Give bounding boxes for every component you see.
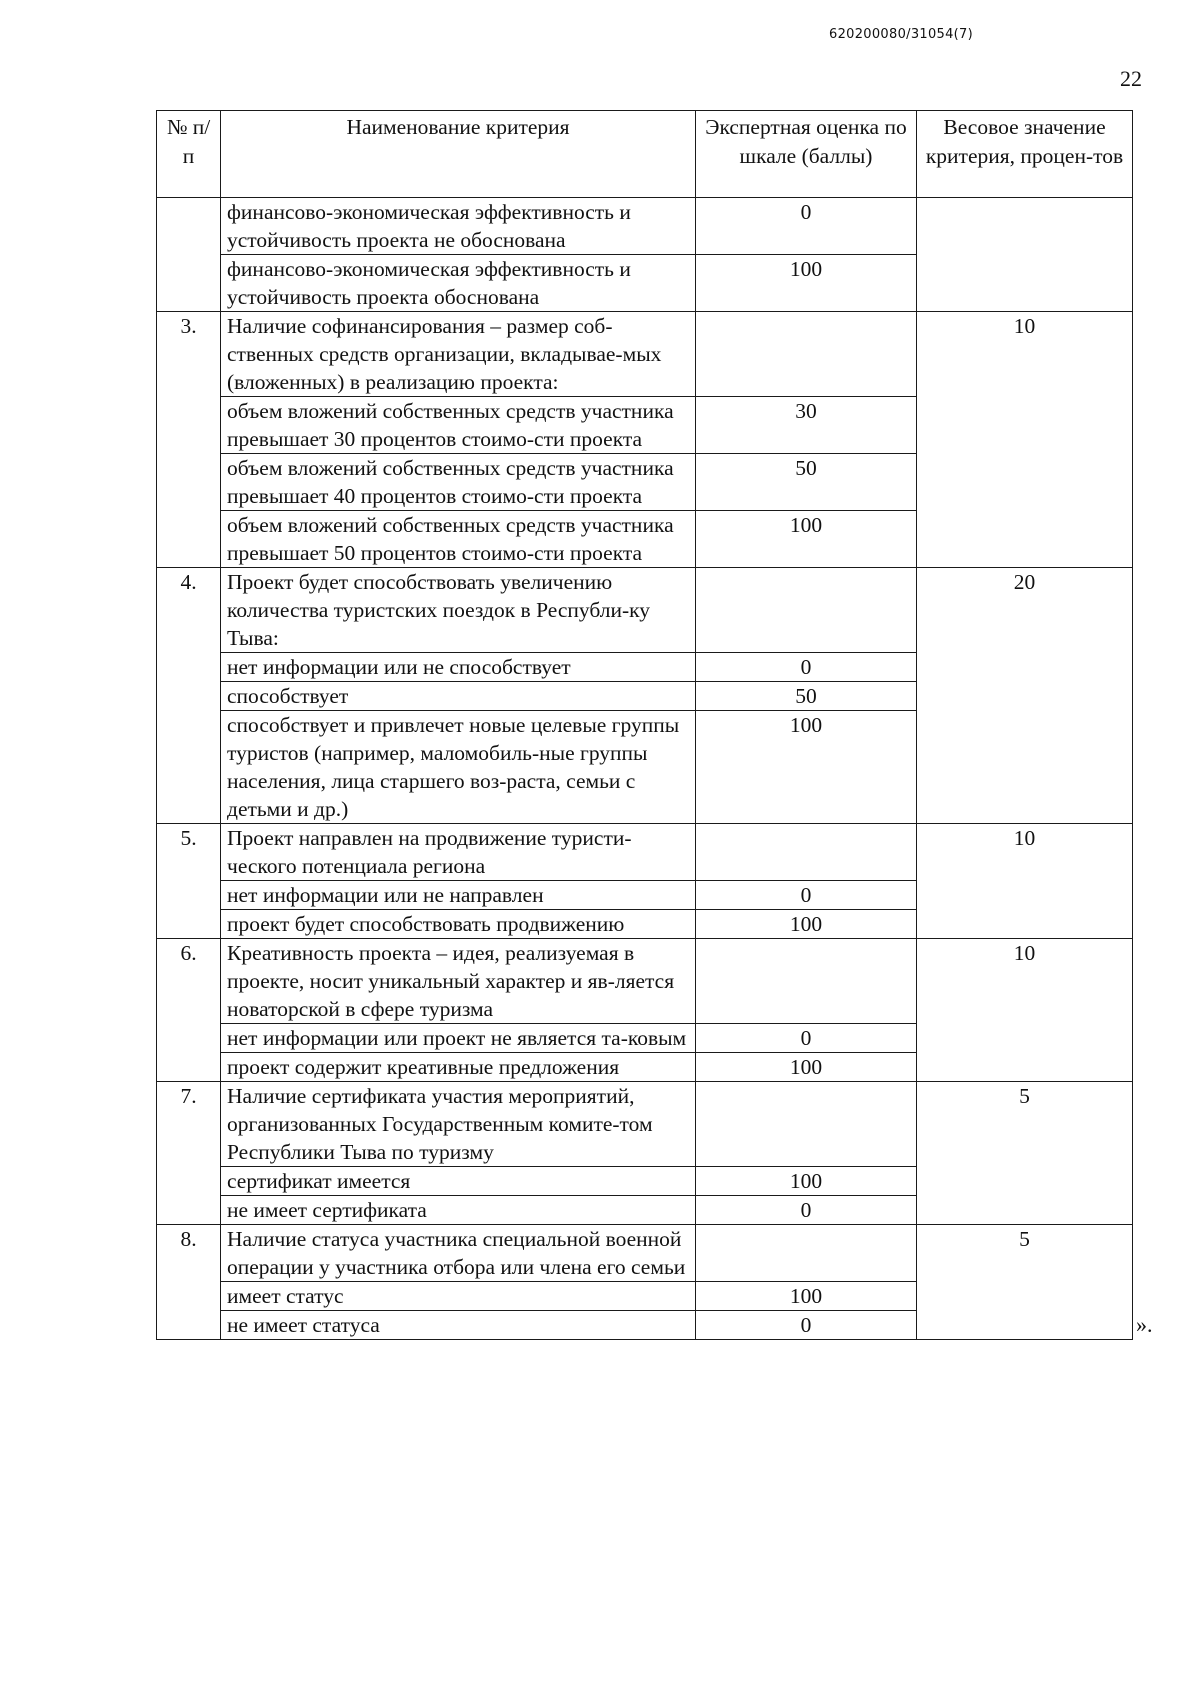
criterion-weight: 10 [917,824,1133,939]
criterion-weight: 10 [917,312,1133,568]
criterion-score: 0 [696,198,917,255]
criterion-name: не имеет сертификата [221,1196,696,1225]
closing-quote-mark: ». [1136,1312,1153,1337]
criterion-score: 100 [696,1167,917,1196]
criterion-name: объем вложений собственных средств участника превышает 40 процентов стоимо-сти проекта [221,454,696,511]
criterion-weight: 10 [917,939,1133,1082]
row-number: 4. [157,568,221,824]
criterion-score: 50 [696,454,917,511]
table-row [157,312,1133,397]
table-row [157,824,1133,881]
criterion-score: 0 [696,1311,917,1340]
criterion-weight [917,198,1133,312]
page-number: 22 [1120,66,1142,91]
criterion-name: Проект направлен на продвижение туристи-ческого потенциала региона [221,824,696,881]
criterion-name: объем вложений собственных средств участника превышает 50 процентов стоимо-сти проекта [221,511,696,568]
table-header-row [157,111,1133,198]
criterion-name: проект содержит креативные предложения [221,1053,696,1082]
criterion-name: нет информации или не способствует [221,653,696,682]
criterion-score: 100 [696,1053,917,1082]
criterion-score [696,1082,917,1167]
criterion-score: 50 [696,682,917,711]
criterion-score: 0 [696,653,917,682]
criterion-name: проект будет способствовать продвижению [221,910,696,939]
criterion-score: 100 [696,711,917,824]
criterion-name: нет информации или не направлен [221,881,696,910]
criterion-score [696,312,917,397]
criterion-score: 0 [696,881,917,910]
criterion-weight: 5 [917,1082,1133,1225]
criterion-name: финансово-экономическая эффективность и устойчивость проекта обоснована [221,255,696,312]
criterion-score [696,568,917,653]
criterion-name: не имеет статуса [221,1311,696,1340]
criterion-name: нет информации или проект не является та-ковым [221,1024,696,1053]
row-number: 6. [157,939,221,1082]
criterion-name: финансово-экономическая эффективность и устойчивость проекта не обоснована [221,198,696,255]
criterion-name: Наличие сертификата участия мероприятий, организованных Государственным комите-том Республики Тыва по туризму [221,1082,696,1167]
row-number-cell [157,198,221,312]
criterion-weight: 20 [917,568,1133,824]
row-number: 8. [157,1225,221,1340]
criterion-name: способствует [221,682,696,711]
criterion-score: 0 [696,1024,917,1053]
criterion-score: 100 [696,1282,917,1311]
table-row [157,568,1133,653]
criteria-table [156,110,1133,1340]
criterion-score [696,824,917,881]
header-score: Экспертная оценка по шкале (баллы) [696,111,917,198]
criterion-name: объем вложений собственных средств участника превышает 30 процентов стоимо-сти проекта [221,397,696,454]
header-weight: Весовое значение критерия, процен-тов [917,111,1133,198]
criterion-name: способствует и привлечет новые целевые группы туристов (например, маломобиль-ные группы населения, лица старшего воз-раста, семьи с детьми и др.) [221,711,696,824]
criterion-name: Проект будет способствовать увеличению количества туристских поездок в Республи-ку Тыва: [221,568,696,653]
criterion-name: Креативность проекта – идея, реализуемая в проекте, носит уникальный характер и яв-ляется новаторской в сфере туризма [221,939,696,1024]
criterion-name: сертификат имеется [221,1167,696,1196]
document-id: 620200080/31054(7) [829,27,973,42]
criterion-score: 100 [696,511,917,568]
criterion-name: Наличие статуса участника специальной военной операции у участника отбора или члена его семьи [221,1225,696,1282]
table-row [157,939,1133,1024]
criterion-score: 100 [696,910,917,939]
table-row [157,198,1133,255]
table-row [157,1082,1133,1167]
header-no: № п/п [157,111,221,198]
criterion-weight: 5 [917,1225,1133,1340]
criterion-name: имеет статус [221,1282,696,1311]
criterion-name: Наличие софинансирования – размер соб-ственных средств организации, вкладывае-мых (вложенных) в реализацию проекта: [221,312,696,397]
row-number: 3. [157,312,221,568]
table-row [157,1225,1133,1282]
criterion-score [696,939,917,1024]
row-number: 7. [157,1082,221,1225]
criterion-score [696,1225,917,1282]
criterion-score: 0 [696,1196,917,1225]
header-name: Наименование критерия [221,111,696,198]
criterion-score: 30 [696,397,917,454]
row-number: 5. [157,824,221,939]
criterion-score: 100 [696,255,917,312]
